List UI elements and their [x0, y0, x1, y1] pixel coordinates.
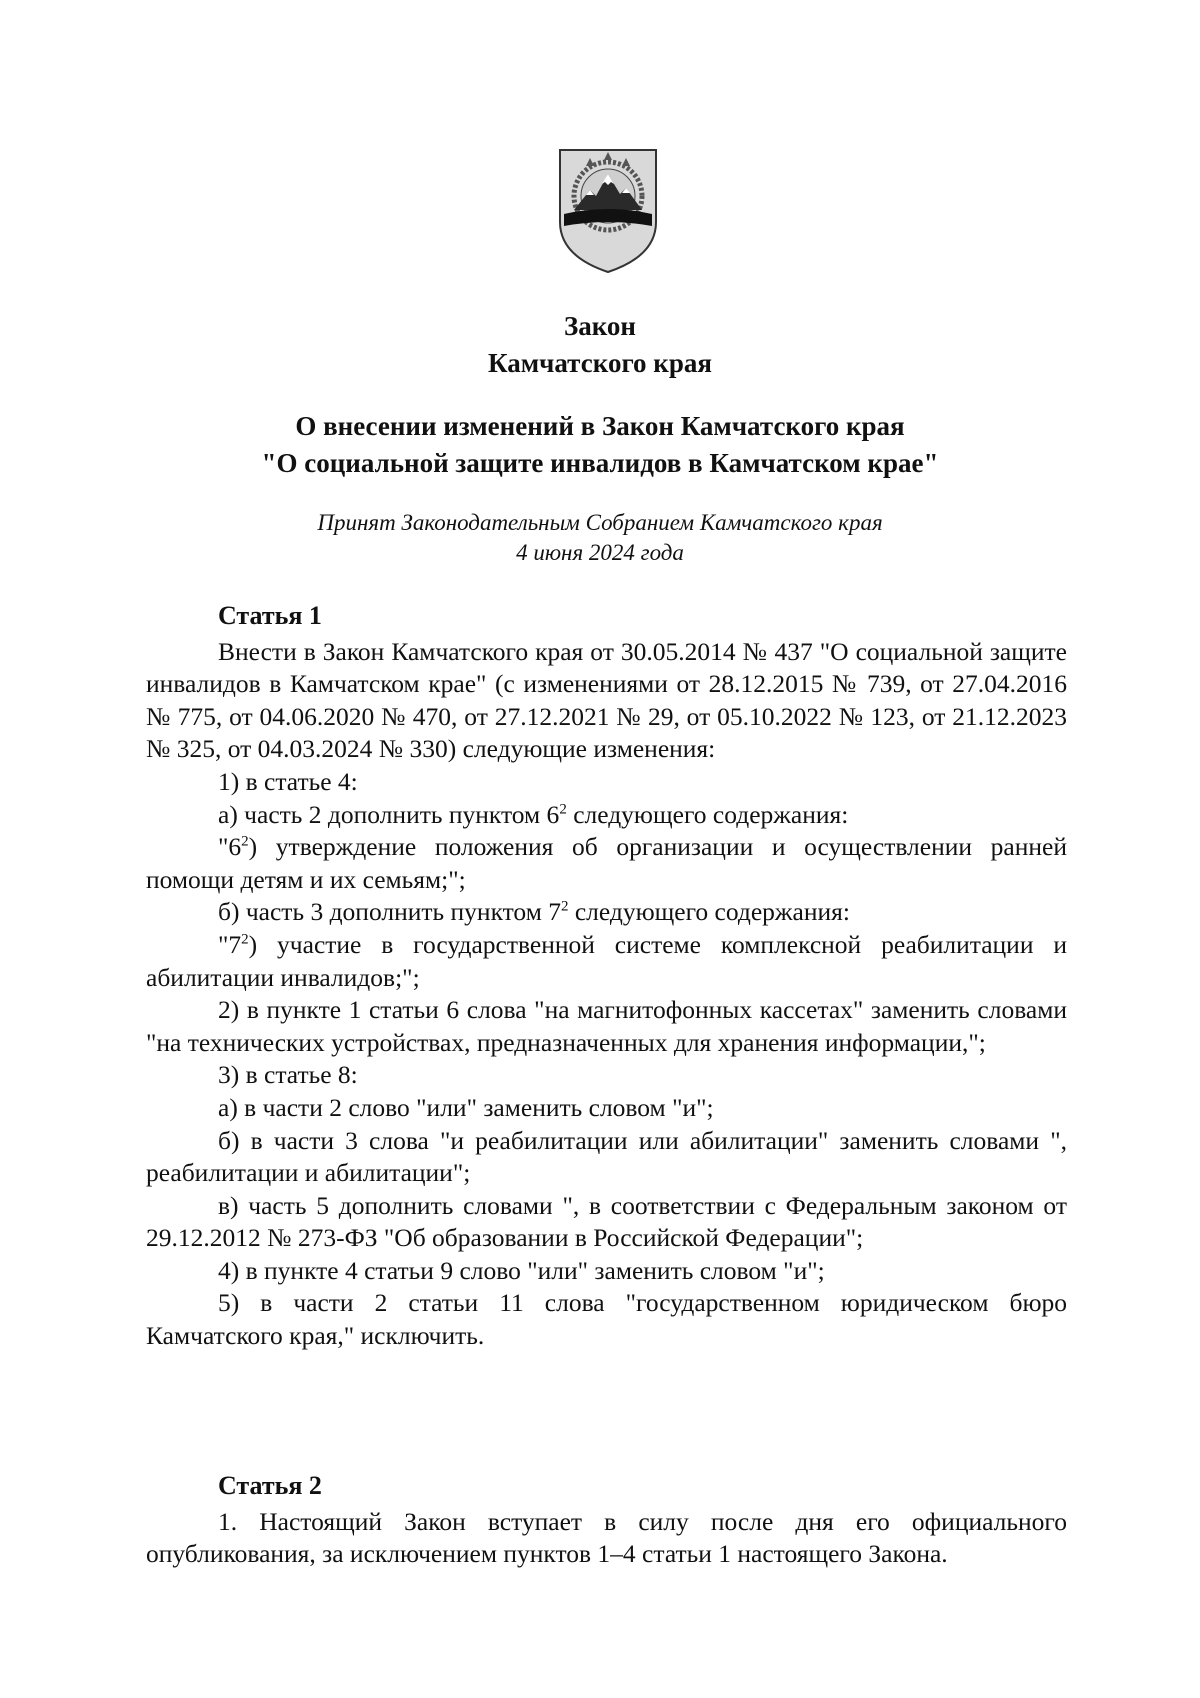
item-5: 5) в части 2 статьи 11 слова "государственном юридическом бюро Камчатского края," исключить.: [146, 1288, 1067, 1351]
item-4: 4) в пункте 4 статьи 9 слово "или" заменить словом "и";: [218, 1255, 825, 1285]
item-3c: в) часть 5 дополнить словами ", в соответствии с Федеральным законом от 29.12.2012 № 273-ФЗ "Об образовании в Российской Федерации";: [146, 1190, 1067, 1253]
article-2: [146, 1470, 1067, 1571]
law-title-line2: Камчатского края: [488, 348, 712, 378]
item-2: 2) в пункте 1 статьи 6 слова "на магнитофонных кассетах" заменить словами "на технических устройствах, предназначенных для хранения информации,";: [146, 995, 1067, 1057]
article-2-heading: Статья 2: [218, 1471, 322, 1500]
article-2-para-1: 1. Настоящий Закон вступает в силу после дня его официального опубликования, за исключением пунктов 1–4 статьи 1 настоящего Закона.: [146, 1506, 1067, 1569]
article-1: [146, 600, 1067, 1353]
item-1b: б) часть 3 дополнить пунктом $7^2$ следующего содержания:: [218, 897, 850, 927]
item-3b: б) в части 3 слова "и реабилитации или абилитации" заменить словами ", реабилитации и абилитации";: [146, 1125, 1067, 1188]
subject-line1: О внесении изменений в Закон Камчатского края: [295, 411, 905, 441]
adoption-line1: Принят Законодательным Собранием Камчатского края: [317, 510, 883, 535]
subject-line2: "О социальной защите инвалидов в Камчатском крае": [261, 448, 939, 478]
document-subject: [0, 408, 1200, 482]
item-3: 3) в статье 8:: [218, 1060, 358, 1090]
item-1a: а) часть 2 дополнить пунктом $6^2$ следующего содержания:: [218, 799, 849, 829]
law-title-line1: Закон: [563, 311, 636, 341]
quote-1: "$6^2$) утверждение положения об организации и осуществлении ранней помощи детям и их семьям;";: [146, 832, 1067, 894]
article-1-heading: Статья 1: [218, 601, 322, 630]
item-1: 1) в статье 4:: [218, 766, 358, 796]
law-title: [0, 308, 1200, 382]
item-3a: а) в части 2 слово "или" заменить словом "и";: [218, 1092, 714, 1122]
adoption-date: 4 июня 2024 года: [516, 540, 684, 565]
kamchatka-coat-of-arms-icon: [556, 144, 660, 274]
quote-2: "$7^2$) участие в государственной системе комплексной реабилитации и абилитации инвалидов;";: [146, 929, 1067, 992]
adoption-note: [0, 508, 1200, 568]
article-1-intro: Внести в Закон Камчатского края от 30.05.2014 № 437 "О социальной защите инвалидов в Камчатском крае" (с изменениями от 28.12.2015 № 739, от 27.04.2016 № 775, от 04.06.2020 № 470, от 27.12.2021 № 29, от 05.10.2022 № 123, от 21.12.2023 № 325, от 04.03.2024 № 330) следующие изменения:: [146, 636, 1067, 764]
